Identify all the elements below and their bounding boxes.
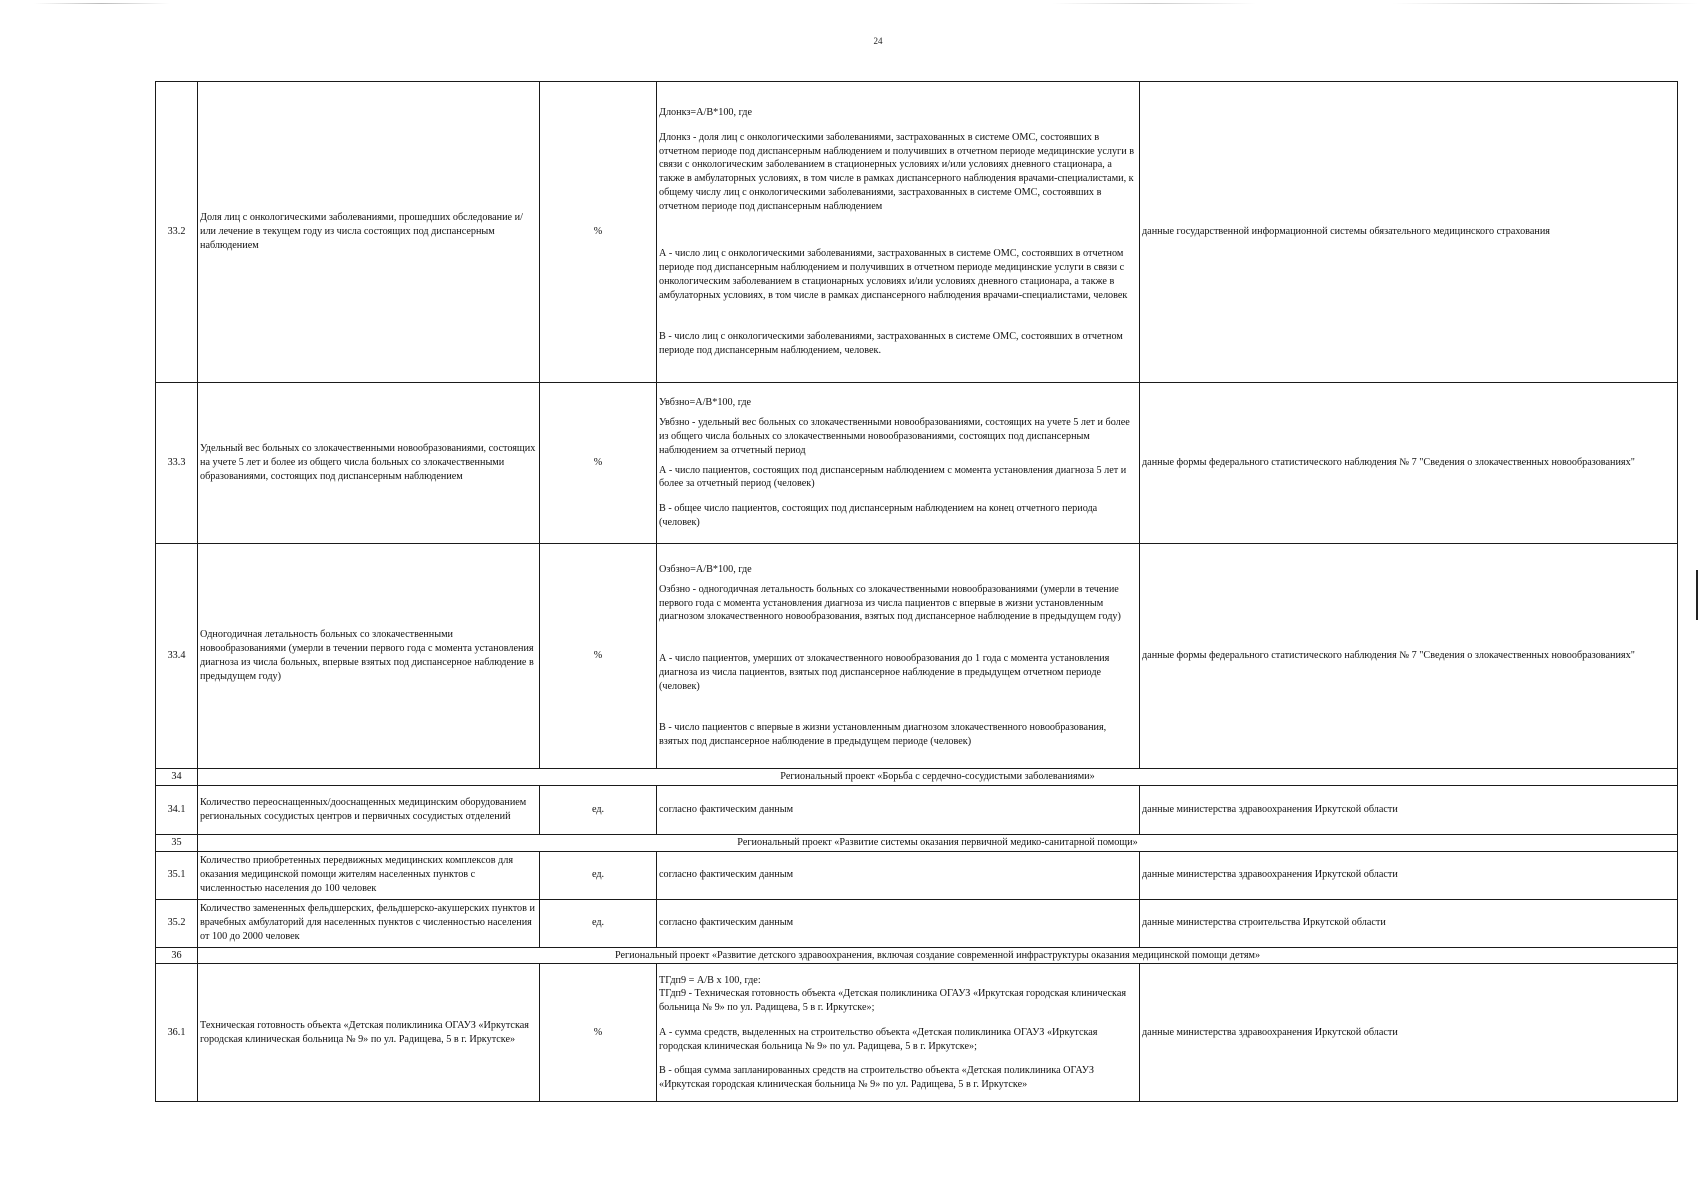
indicator-name: Количество приобретенных передвижных медицинских комплексов для оказания медицинской помощи жителям населенных пунктов с численностью населения до 100 человек bbox=[198, 851, 540, 899]
formula-a: А - число лиц с онкологическими заболеваниями, застрахованных в системе ОМС, состоявших в отчетном периоде под диспансерным наблюдением и получивших в отчетном периоде медицинские услуги в связи с онкологическим заболеванием в стационарных условиях и/или условиях дневного стационара, а также в амбулаторных условиях, в том числе в рамках диспансерного наблюдения врачами-специалистами, человек bbox=[659, 248, 1128, 301]
formula-a: А - число пациентов, умерших от злокачественного новообразования до 1 года с момента установления диагноза из числа пациентов, взятых под диспансерное наблюдение в предыдущем отчетном периоде (человек) bbox=[659, 653, 1110, 692]
section-row bbox=[156, 769, 1678, 786]
formula-cell: согласно фактическим данным bbox=[657, 785, 1140, 834]
section-title: Региональный проект «Развитие детского здравоохранения, включая создание современной инфраструктуры оказания медицинской помощи детям» bbox=[198, 947, 1678, 964]
section-row bbox=[156, 834, 1678, 851]
formula-a: А - сумма средств, выделенных на строительство объекта «Детская поликлиника ОГАУЗ «Иркутская городская клиническая больница № 9» по ул. Радищева, 5 в г. Иркутске»; bbox=[659, 1026, 1098, 1052]
section-number: 34 bbox=[156, 769, 198, 786]
formula-b: В - общая сумма запланированных средств на строительство объекта «Детская поликлиника ОГАУЗ «Иркутская городская клиническая больница № 9» по ул. Радищева, 5 в г. Иркутске» bbox=[659, 1065, 1094, 1091]
formula-cell: согласно фактическим данным bbox=[657, 851, 1140, 899]
formula-definition: ТГдп9 - Техническая готовность объекта «Детская поликлиника ОГАУЗ «Иркутская городская клиническая больница № 9» по ул. Радищева, 5 в г. Иркутске»; bbox=[659, 988, 1127, 1014]
indicator-name: Удельный вес больных со злокачественными новообразованиями, состоящих на учете 5 лет и более из общего числа больных со злокачественными образованиями, состоящих под диспансерным наблюдением bbox=[198, 383, 540, 544]
unit: % bbox=[540, 964, 657, 1102]
row-number: 33.4 bbox=[156, 544, 198, 769]
section-row bbox=[156, 947, 1678, 964]
unit: ед. bbox=[540, 899, 657, 947]
indicator-name: Техническая готовность объекта «Детская поликлиника ОГАУЗ «Иркутская городская клиническая больница № 9» по ул. Радищева, 5 в г. Иркутске» bbox=[198, 964, 540, 1102]
formula-head: Озбзно=А/В*100, где bbox=[659, 564, 752, 576]
table-row bbox=[156, 964, 1678, 1102]
section-title: Региональный проект «Борьба с сердечно-сосудистыми заболеваниями» bbox=[198, 769, 1678, 786]
formula-cell bbox=[657, 964, 1140, 1102]
formula-cell bbox=[657, 544, 1140, 769]
formula-definition: Увбзно - удельный вес больных со злокачественными новообразованиями, состоящих на учете 5 лет и более из общего числа больных со злокачественными новообразованиями, состоящих под диспансерным наблюдением за отчетный период bbox=[659, 417, 1130, 456]
formula-cell bbox=[657, 383, 1140, 544]
data-source: данные министерства строительства Иркутской области bbox=[1140, 899, 1678, 947]
indicator-name: Количество переоснащенных/дооснащенных медицинским оборудованием региональных сосудистых центров и первичных сосудистых отделений bbox=[198, 785, 540, 834]
formula-head: ТГдп9 = А/В х 100, где: bbox=[659, 974, 761, 986]
unit: % bbox=[540, 82, 657, 383]
table-row bbox=[156, 899, 1678, 947]
formula-head: Длонкз=А/В*100, где bbox=[659, 107, 752, 119]
formula-cell bbox=[657, 82, 1140, 383]
indicator-name: Одногодичная летальность больных со злокачественными новообразованиями (умерли в течении первого года с момента установления диагноза из числа больных, впервые взятых под диспансерное наблюдение в предыдущем году) bbox=[198, 544, 540, 769]
scan-artifact bbox=[0, 3, 1698, 4]
formula-head: Увбзно=А/В*100, где bbox=[659, 397, 752, 409]
data-source: данные формы федерального статистического наблюдения № 7 "Сведения о злокачественных новообразованиях" bbox=[1140, 383, 1678, 544]
table-row bbox=[156, 851, 1678, 899]
formula-definition: Длонкз - доля лиц с онкологическими заболеваниями, застрахованных в системе ОМС, состоявших в отчетном периоде под диспансерным наблюдением и получивших в отчетном периоде медицинские услуги в связи с онкологическим заболеванием в стационерных условиях и/или условиях дневного стационара, а также в амбулаторных условиях, в том числе в рамках диспансерного наблюдения врачами-специалистами, к общему числу лиц с онкологическими заболеваниями, застрахованных в системе ОМС, состоявших в отчетном периоде под диспансерным наблюдением bbox=[659, 131, 1135, 212]
row-number: 33.2 bbox=[156, 82, 198, 383]
data-source: данные министерства здравоохранения Иркутской области bbox=[1140, 964, 1678, 1102]
section-number: 35 bbox=[156, 834, 198, 851]
row-number: 34.1 bbox=[156, 785, 198, 834]
section-number: 36 bbox=[156, 947, 198, 964]
unit: ед. bbox=[540, 785, 657, 834]
indicator-name: Количество замененных фельдшерских, фельдшерско-акушерских пунктов и врачебных амбулаторий для населенных пунктов с численностью населения от 100 до 2000 человек bbox=[198, 899, 540, 947]
formula-a: А - число пациентов, состоящих под диспансерным наблюдением с момента установления диагноза 5 лет и более за отчетный период (человек) bbox=[659, 464, 1127, 490]
table-row bbox=[156, 383, 1678, 544]
data-source: данные министерства здравоохранения Иркутской области bbox=[1140, 785, 1678, 834]
page-number: 24 bbox=[873, 36, 883, 46]
formula-b: В - число лиц с онкологическими заболеваниями, застрахованных в системе ОМС, состоявших в отчетном периоде под диспансерным наблюдением, человек. bbox=[659, 331, 1123, 357]
indicators-table bbox=[155, 81, 1678, 1102]
row-number: 36.1 bbox=[156, 964, 198, 1102]
row-number: 35.2 bbox=[156, 899, 198, 947]
table-row bbox=[156, 785, 1678, 834]
table-row bbox=[156, 82, 1678, 383]
section-title: Региональный проект «Развитие системы оказания первичной медико-санитарной помощи» bbox=[198, 834, 1678, 851]
formula-cell: согласно фактическим данным bbox=[657, 899, 1140, 947]
data-source: данные государственной информационной системы обязательного медицинского страхования bbox=[1140, 82, 1678, 383]
formula-definition: Озбзно - одногодичная летальность больных со злокачественными новообразованиями (умерли в течение первого года с момента установления диагноза из числа пациентов с впервые в жизни установленным диагнозом злокачественного новообразования, взятых под диспансерное наблюдение в предыдущем году) bbox=[659, 583, 1121, 623]
formula-b: В - общее число пациентов, состоящих под диспансерным наблюдением на конец отчетного периода (человек) bbox=[659, 503, 1098, 528]
row-number: 35.1 bbox=[156, 851, 198, 899]
unit: % bbox=[540, 383, 657, 544]
table-row bbox=[156, 544, 1678, 769]
formula-b: В - число пациентов с впервые в жизни установленным диагнозом злокачественного новообразования, взятых под диспансерное наблюдение в предыдущем периоде (человек) bbox=[659, 722, 1107, 748]
unit: ед. bbox=[540, 851, 657, 899]
indicator-name: Доля лиц с онкологическими заболеваниями, прошедших обследование и/или лечение в текущем году из числа состоящих под диспансерным наблюдением bbox=[198, 82, 540, 383]
row-number: 33.3 bbox=[156, 383, 198, 544]
unit: % bbox=[540, 544, 657, 769]
data-source: данные формы федерального статистического наблюдения № 7 "Сведения о злокачественных новообразованиях" bbox=[1140, 544, 1678, 769]
data-source: данные министерства здравоохранения Иркутской области bbox=[1140, 851, 1678, 899]
